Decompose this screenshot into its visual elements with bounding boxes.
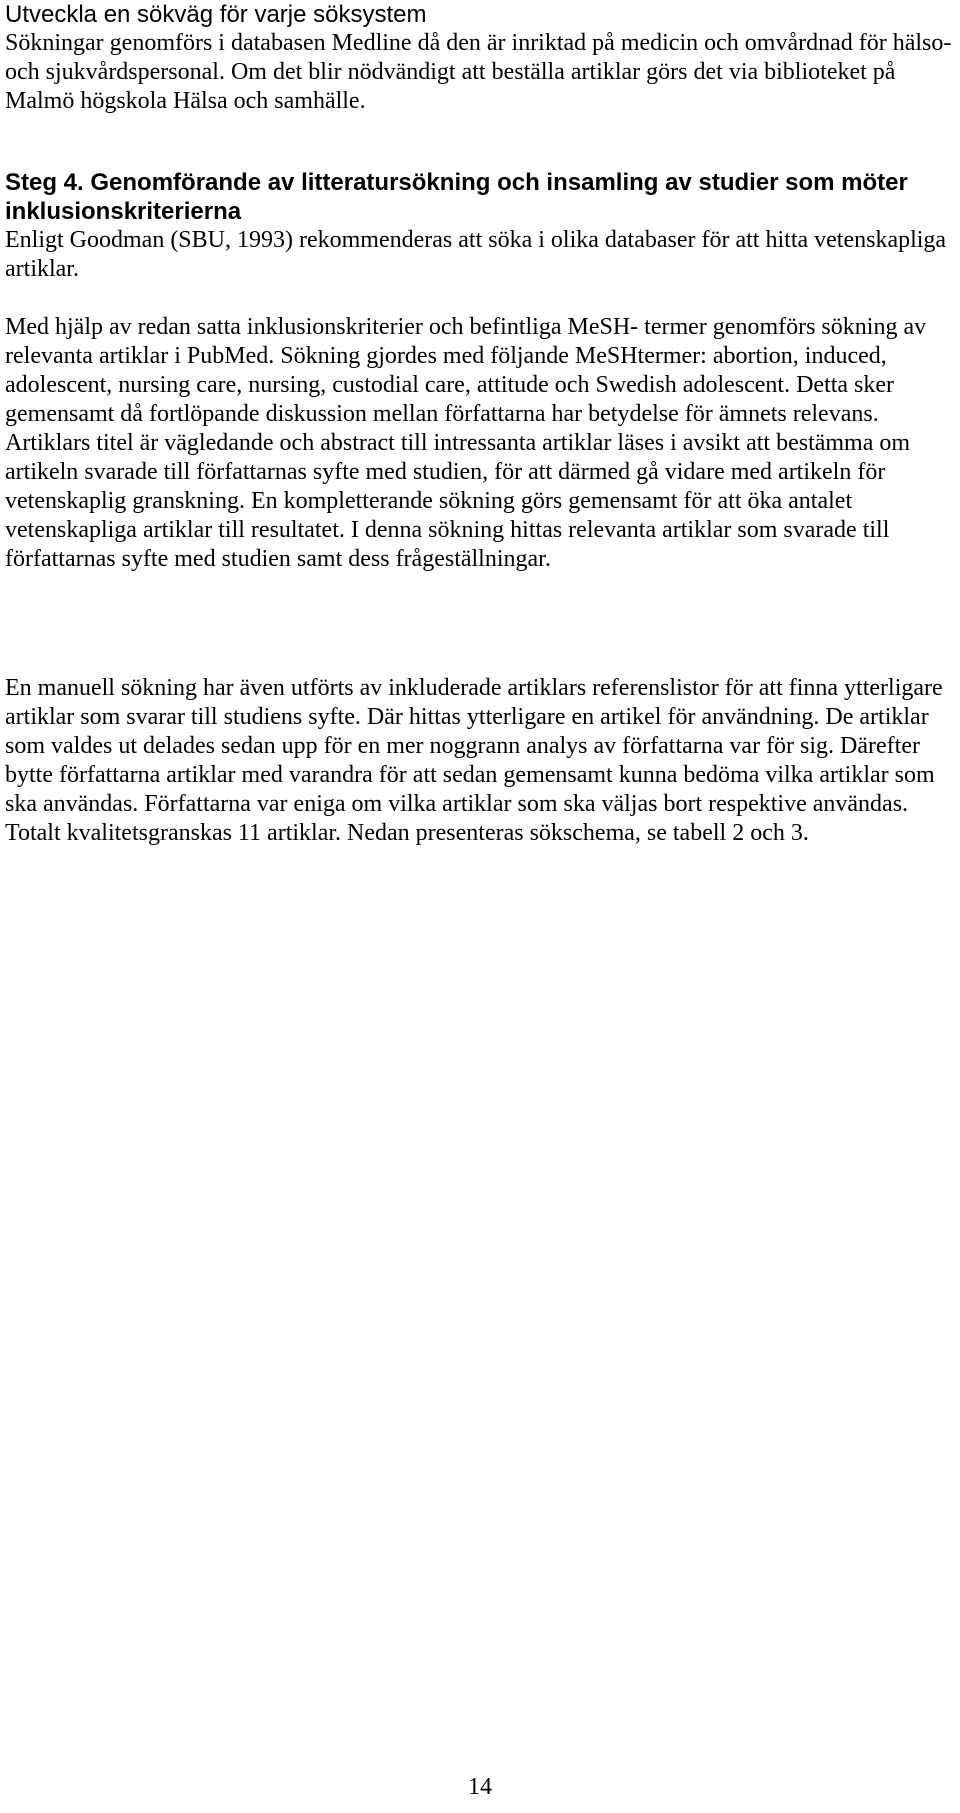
page-number: 14 [468,1774,492,1800]
paragraph-text: Med hjälp av redan satta inklusionskriterier och befintliga MeSH- termer genomförs sökning av relevanta artiklar i PubMed. Sökning gjordes med följande MeSHtermer: abortion, induced, adolescent, nursing care, nursing, custodial care, attitude och Swedish adolescent. Detta sker gemensamt då fortlöpande diskussion mellan författarna har betydelse för ämnets relevans. Artiklars titel är vägledande och abstract till intressanta artiklar läses i avsikt att bestämma om artikeln svarade till författarnas syfte med studien, för att därmed gå vidare med artikeln för vetenskaplig granskning. En kompletterande sökning görs gemensamt för att öka antalet vetenskapliga artiklar till resultatet. I denna sökning hittas relevanta artiklar som svarade till författarnas syfte med studien samt dess frågeställningar. [5,314,927,572]
section-body: Sökningar genomförs i databasen Medline då den är inriktad på medicin och omvårdnad för hälso- och sjukvårdspersonal. Om det blir nödvändigt att beställa artiklar görs det via biblioteket på Malmö högskola Hälsa och samhälle. [5,30,952,114]
section-heading: Utveckla en sökväg för varje söksystem [5,1,427,28]
paragraph-mesh-search [5,313,955,574]
paragraph-manual-search [5,674,955,848]
section-step-4 [5,168,955,284]
section-heading: Steg 4. Genomförande av litteratursökning och insamling av studier som möter inklusionskriterierna [5,169,908,225]
paragraph-text: En manuell sökning har även utförts av inkluderade artiklars referenslistor för att finna ytterligare artiklar som svarar till studiens syfte. Där hittas ytterligare en artikel för användning. De artiklar som valdes ut delades sedan upp för en mer noggrann analys av författarna var för sig. Därefter bytte författarna artiklar med varandra för att sedan gemensamt kunna bedöma vilka artiklar som ska användas. Författarna var eniga om vilka artiklar som ska väljas bort respektive användas. Totalt kvalitetsgranskas 11 artiklar. Nedan presenteras sökschema, se tabell 2 och 3. [5,675,943,846]
section-body: Enligt Goodman (SBU, 1993) rekommenderas att söka i olika databaser för att hitta vetenskapliga artiklar. [5,227,947,282]
section-search-path [5,0,955,116]
